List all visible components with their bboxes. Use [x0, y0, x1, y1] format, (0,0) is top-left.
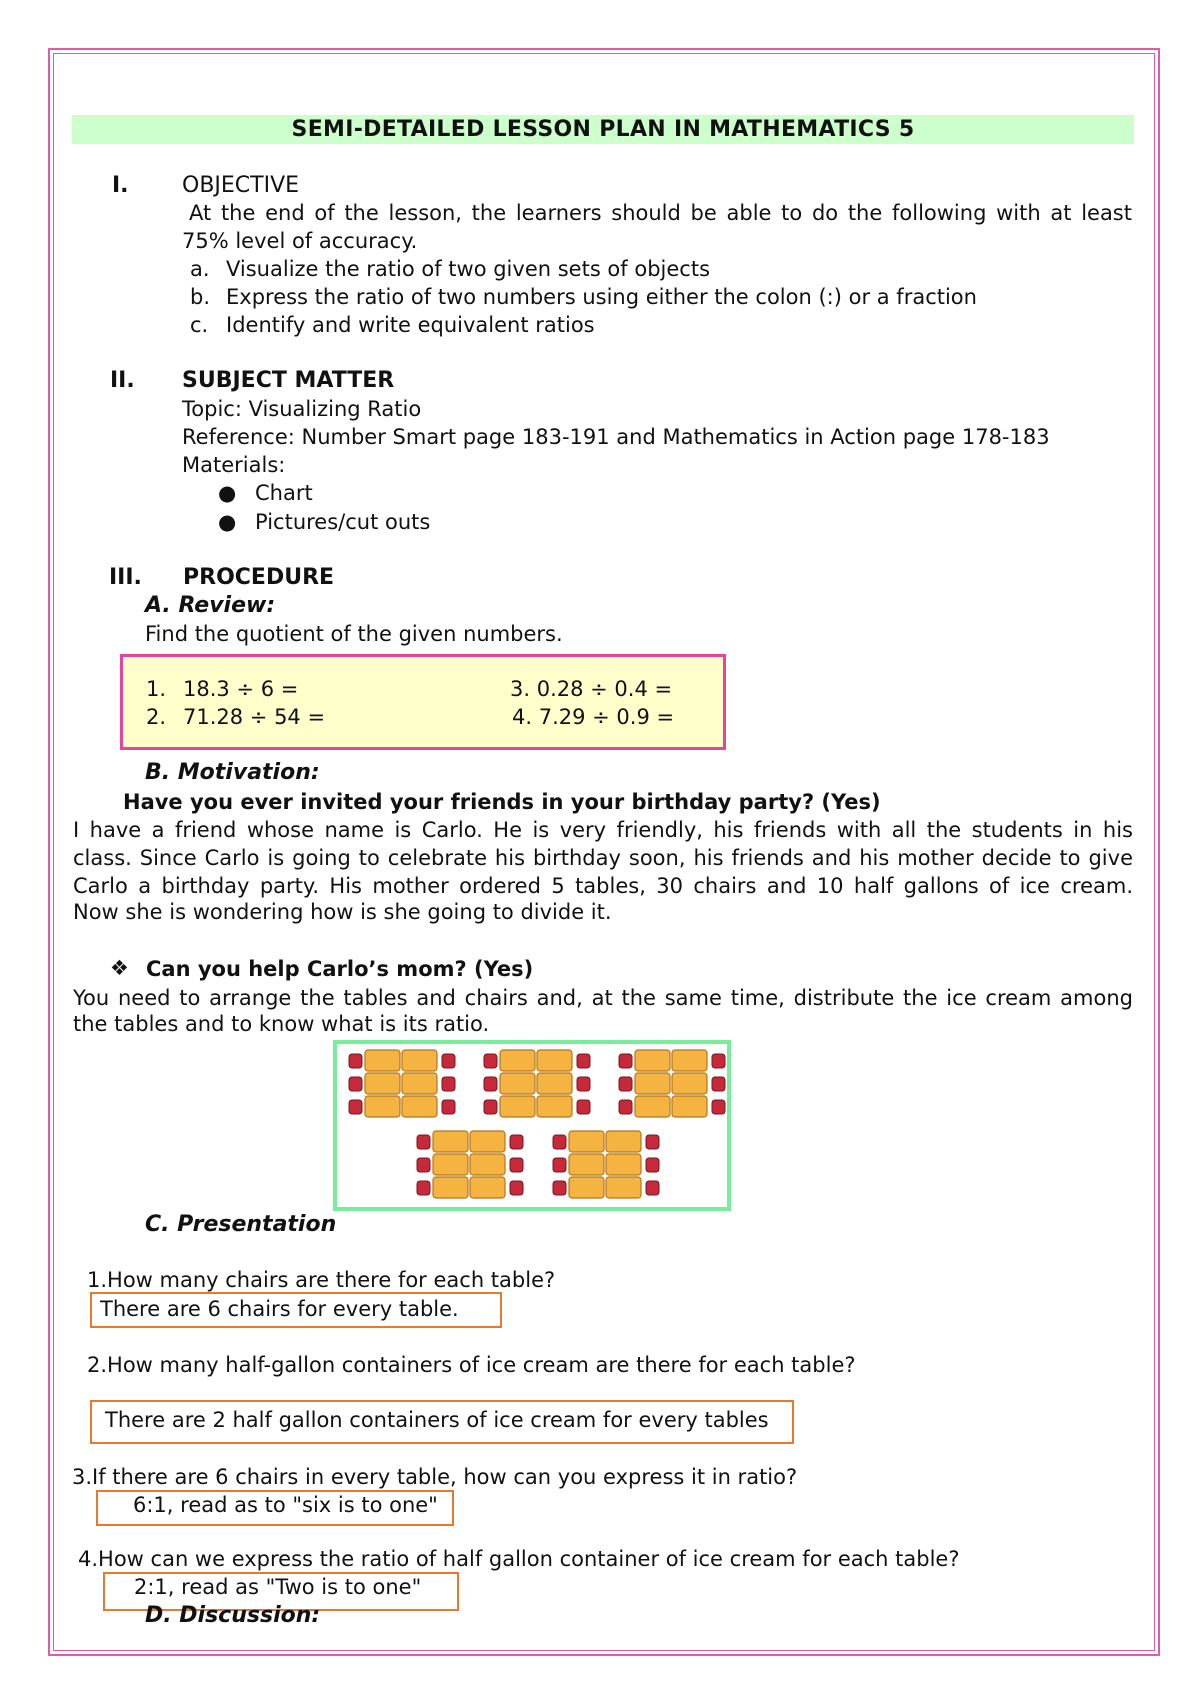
chair — [484, 1100, 497, 1114]
table-panel — [365, 1050, 400, 1071]
table-panel — [500, 1096, 535, 1117]
table-panel — [569, 1177, 604, 1198]
page-title: SEMI-DETAILED LESSON PLAN IN MATHEMATICS 5 — [291, 117, 915, 142]
objective-item: Express the ratio of two numbers using either the colon (:) or a fraction — [226, 285, 977, 309]
chair — [577, 1054, 590, 1068]
chair — [577, 1077, 590, 1091]
chair — [442, 1077, 455, 1091]
table-panel — [537, 1096, 572, 1117]
table-panel — [635, 1096, 670, 1117]
help-text-line: You need to arrange the tables and chairs and, at the same time, distribute the ice cream among — [73, 986, 1133, 1010]
tables-chairs-picture — [333, 1040, 731, 1211]
objective-item-marker: c. — [190, 313, 209, 337]
section-heading-objective: OBJECTIVE — [182, 173, 300, 198]
objective-item: Identify and write equivalent ratios — [226, 313, 595, 337]
discussion-heading: D. Discussion: — [145, 1603, 321, 1628]
table-panel — [500, 1073, 535, 1094]
table-panel — [606, 1177, 641, 1198]
chair — [510, 1135, 523, 1149]
material-item: Chart — [255, 481, 313, 505]
review-problem: 18.3 ÷ 6 = — [183, 677, 299, 701]
chair — [442, 1054, 455, 1068]
objective-item-marker: b. — [190, 285, 211, 309]
table-panel — [402, 1096, 437, 1117]
table-panel — [433, 1154, 468, 1175]
chair — [712, 1054, 725, 1068]
chair — [484, 1077, 497, 1091]
motivation-question: Have you ever invited your friends in your birthday party? (Yes) — [123, 790, 881, 814]
table-panel — [606, 1131, 641, 1152]
review-problem: 3. 0.28 ÷ 0.4 = — [510, 677, 673, 701]
problem-marker: 2. — [146, 705, 167, 729]
table-panel — [635, 1073, 670, 1094]
review-instruction: Find the quotient of the given numbers. — [145, 622, 563, 646]
presentation-heading: C. Presentation — [145, 1212, 337, 1237]
table-panel — [569, 1154, 604, 1175]
table-panel — [470, 1177, 505, 1198]
table-panel — [402, 1073, 437, 1094]
story-line: Now she is wondering how is she going to divide it. — [73, 900, 612, 924]
presentation-question: 3.If there are 6 chairs in every table, how can you express it in ratio? — [72, 1465, 798, 1489]
topic-line: Topic: Visualizing Ratio — [182, 397, 422, 421]
table-panel — [402, 1050, 437, 1071]
table-panel — [672, 1073, 707, 1094]
section-heading-subject-matter: SUBJECT MATTER — [182, 368, 395, 393]
presentation-answer: 2:1, read as "Two is to one" — [134, 1575, 422, 1599]
story-line: Carlo a birthday party. His mother ordered 5 tables, 30 chairs and 10 half gallons of ice cream. — [73, 874, 1133, 898]
table-panel — [537, 1073, 572, 1094]
table-panel — [365, 1073, 400, 1094]
presentation-answer: There are 2 half gallon containers of ice cream for every tables — [105, 1408, 769, 1432]
objective-item-marker: a. — [190, 257, 210, 281]
chair — [417, 1158, 430, 1172]
chair — [553, 1158, 566, 1172]
chair — [553, 1135, 566, 1149]
chair — [349, 1100, 362, 1114]
table-panel — [470, 1131, 505, 1152]
chair — [646, 1135, 659, 1149]
section-numeral-subject-matter: II. — [110, 368, 135, 393]
chair — [619, 1054, 632, 1068]
story-line: I have a friend whose name is Carlo. He is very friendly, his friends with all the students in his — [73, 818, 1133, 842]
bullet-icon: ● — [218, 481, 237, 505]
section-numeral-objective: I. — [112, 173, 129, 198]
presentation-question: 1.How many chairs are there for each table? — [87, 1268, 556, 1292]
chair — [577, 1100, 590, 1114]
chair — [417, 1181, 430, 1195]
table-panel — [470, 1154, 505, 1175]
chair — [442, 1100, 455, 1114]
tables-chairs-illustration — [337, 1044, 727, 1207]
presentation-answer: There are 6 chairs for every table. — [100, 1297, 459, 1321]
chair — [553, 1181, 566, 1195]
chair — [510, 1181, 523, 1195]
review-problems-box — [120, 654, 726, 750]
section-numeral-procedure: III. — [109, 565, 142, 590]
help-text-line: the tables and to know what is its ratio. — [73, 1012, 490, 1036]
chair — [646, 1158, 659, 1172]
table-panel — [672, 1096, 707, 1117]
help-question: Can you help Carlo’s mom? (Yes) — [146, 957, 534, 981]
table-panel — [433, 1177, 468, 1198]
table-panel — [606, 1154, 641, 1175]
problem-marker: 1. — [146, 677, 167, 701]
review-problem: 4. 7.29 ÷ 0.9 = — [512, 705, 675, 729]
objective-intro-line2: 75% level of accuracy. — [182, 229, 418, 253]
diamond-bullet-icon: ❖ — [110, 956, 129, 980]
presentation-question: 4.How can we express the ratio of half gallon container of ice cream for each table? — [78, 1547, 960, 1571]
chair — [712, 1077, 725, 1091]
chair — [484, 1054, 497, 1068]
chair — [349, 1077, 362, 1091]
table-panel — [365, 1096, 400, 1117]
review-problem: 71.28 ÷ 54 = — [183, 705, 326, 729]
story-line: class. Since Carlo is going to celebrate his birthday soon, his friends and his mother decide to give — [73, 846, 1133, 870]
objective-intro-line1: At the end of the lesson, the learners should be able to do the following with at least — [189, 201, 1132, 225]
chair — [349, 1054, 362, 1068]
table-panel — [500, 1050, 535, 1071]
material-item: Pictures/cut outs — [255, 510, 431, 534]
table-panel — [537, 1050, 572, 1071]
review-heading: A. Review: — [145, 593, 276, 618]
table-panel — [635, 1050, 670, 1071]
chair — [417, 1135, 430, 1149]
presentation-question: 2.How many half-gallon containers of ice cream are there for each table? — [87, 1353, 856, 1377]
chair — [510, 1158, 523, 1172]
chair — [619, 1100, 632, 1114]
table-panel — [569, 1131, 604, 1152]
chair — [712, 1100, 725, 1114]
bullet-icon: ● — [218, 510, 237, 534]
section-heading-procedure: PROCEDURE — [183, 565, 335, 590]
motivation-heading: B. Motivation: — [145, 760, 320, 785]
chair — [619, 1077, 632, 1091]
chair — [646, 1181, 659, 1195]
table-panel — [433, 1131, 468, 1152]
presentation-answer: 6:1, read as to "six is to one" — [133, 1493, 438, 1517]
table-panel — [672, 1050, 707, 1071]
materials-label: Materials: — [182, 453, 286, 477]
objective-item: Visualize the ratio of two given sets of objects — [226, 257, 711, 281]
reference-line: Reference: Number Smart page 183-191 and Mathematics in Action page 178-183 — [182, 425, 1050, 449]
